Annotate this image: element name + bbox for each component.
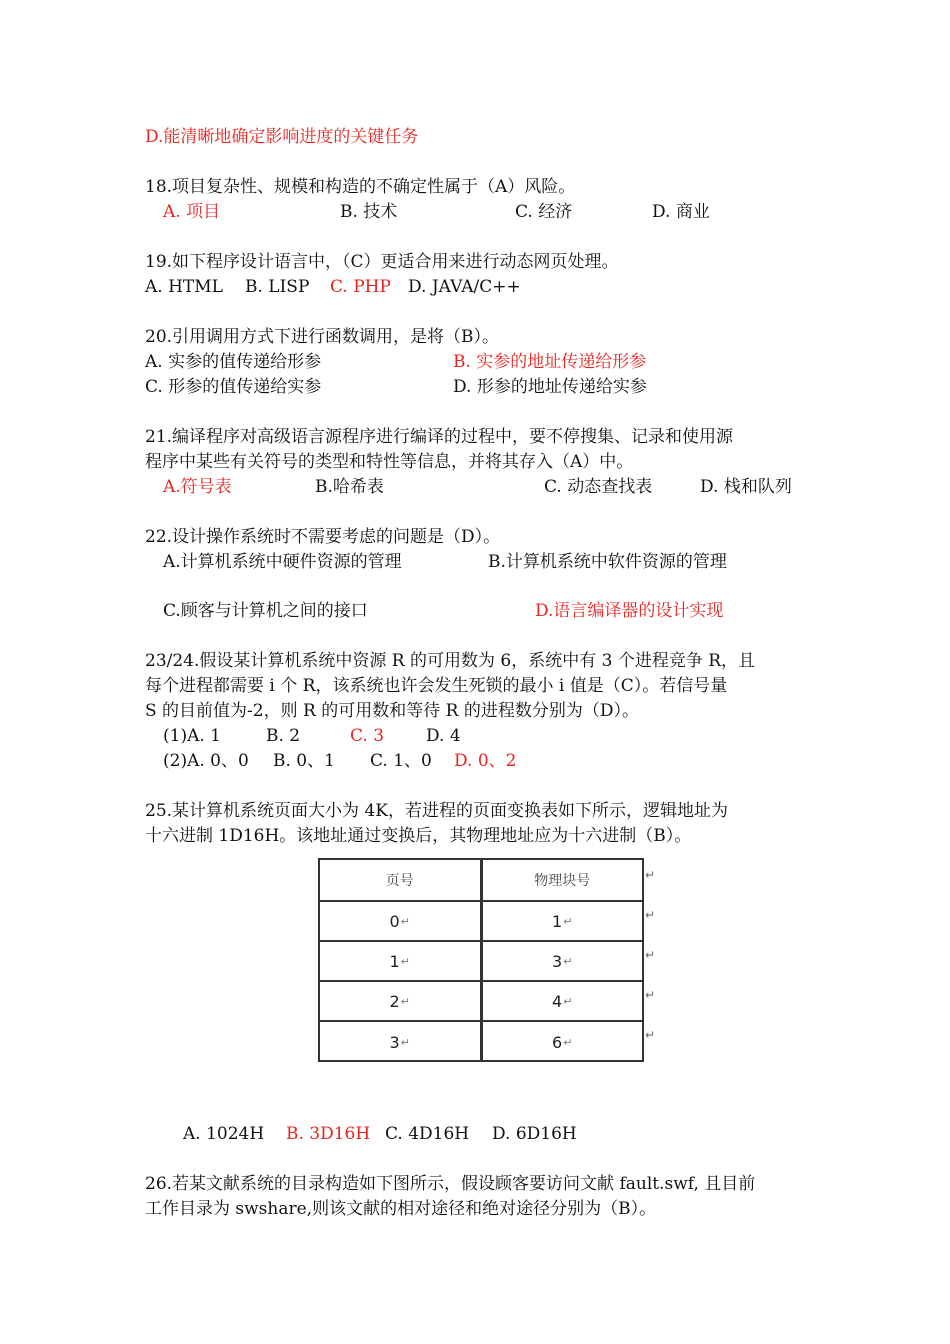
q21-option-d: D. 栈和队列 — [700, 477, 792, 497]
q18-option-a: A. 项目 — [163, 202, 221, 222]
paragraph-mark-icon: ↵ — [563, 1035, 573, 1049]
q25-option-d: D. 6D16H — [492, 1124, 577, 1144]
q19-option-a: A. HTML — [145, 277, 223, 297]
q25-option-c: C. 4D16H — [385, 1124, 470, 1144]
q25-option-b: B. 3D16H — [286, 1124, 371, 1144]
q21-option-c: C. 动态查找表 — [544, 477, 653, 497]
paragraph-mark-icon: ↵ — [400, 1035, 410, 1049]
q18-option-d: D. 商业 — [652, 202, 710, 222]
q21-question-line1: 21.编译程序对高级语言源程序进行编译的过程中，要不停搜集、记录和使用源 — [145, 427, 734, 447]
block-number: 1 — [552, 911, 563, 931]
page-table-image — [318, 858, 644, 1062]
q18-option-c: C. 经济 — [515, 202, 573, 222]
q19-option-c: C. PHP — [330, 277, 391, 297]
q23-part2-option-a: (2)A. 0、0 — [163, 751, 249, 771]
block-number: 3 — [552, 951, 563, 971]
q23-part2-option-d: D. 0、2 — [454, 751, 517, 771]
q23-question-line3: S 的目前值为-2，则 R 的可用数和等待 R 的进程数分别为（D）。 — [145, 701, 639, 721]
q20-option-c: C. 形参的值传递给实参 — [145, 377, 322, 397]
q17-option-d: D.能清晰地确定影响进度的关键任务 — [145, 127, 419, 147]
q21-option-b: B.哈希表 — [315, 477, 384, 497]
q23-part2-option-b: B. 0、1 — [273, 751, 335, 771]
q20-option-b: B. 实参的地址传递给形参 — [453, 352, 647, 372]
q26-question-line2: 工作目录为 swshare,则该文献的相对途径和绝对途径分别为（B）。 — [145, 1199, 657, 1219]
q20-option-a: A. 实参的值传递给形参 — [145, 352, 322, 372]
paragraph-mark-icon: ↵ — [400, 994, 410, 1008]
page-table-header-page: 页号 — [320, 860, 483, 900]
q23-part1-option-a: (1)A. 1 — [163, 726, 221, 746]
q18-option-b: B. 技术 — [340, 202, 398, 222]
row-end-mark-icon: ↵ — [645, 908, 656, 922]
q22-option-a: A.计算机系统中硬件资源的管理 — [163, 552, 402, 572]
block-number: 4 — [552, 991, 563, 1011]
q23-question-line2: 每个进程都需要 i 个 R，该系统也许会发生死锁的最小 i 值是（C）。若信号量 — [145, 676, 728, 696]
paragraph-mark-icon: ↵ — [563, 914, 573, 928]
table-row — [320, 902, 642, 942]
table-row — [320, 982, 642, 1022]
paragraph-mark-icon: ↵ — [400, 954, 410, 968]
page-number: 3 — [389, 1032, 400, 1052]
q25-question-line2: 十六进制 1D16H。该地址通过变换后，其物理地址应为十六进制（B）。 — [145, 826, 692, 846]
q22-option-c: C.顾客与计算机之间的接口 — [163, 601, 368, 621]
row-end-mark-icon: ↵ — [645, 868, 656, 882]
q26-question-line1: 26.若某文献系统的目录构造如下图所示，假设顾客要访问文献 fault.swf, 且目前 — [145, 1174, 756, 1194]
page-number: 0 — [389, 911, 400, 931]
q20-question: 20.引用调用方式下进行函数调用，是将（B）。 — [145, 327, 500, 347]
paragraph-mark-icon: ↵ — [563, 954, 573, 968]
page-number: 2 — [389, 991, 400, 1011]
q23-part2-option-c: C. 1、0 — [370, 751, 432, 771]
row-end-mark-icon: ↵ — [645, 1028, 656, 1042]
q22-question: 22.设计操作系统时不需要考虑的问题是（D）。 — [145, 527, 501, 547]
q21-option-a: A.符号表 — [163, 477, 232, 497]
q23-question-line1: 23/24.假设某计算机系统中资源 R 的可用数为 6，系统中有 3 个进程竞争 R，且 — [145, 651, 756, 671]
q19-option-b: B. LISP — [245, 277, 310, 297]
q21-question-line2: 程序中某些有关符号的类型和特性等信息，并将其存入（A）中。 — [145, 452, 634, 472]
row-end-mark-icon: ↵ — [645, 988, 656, 1002]
q22-option-b: B.计算机系统中软件资源的管理 — [488, 552, 727, 572]
q20-option-d: D. 形参的地址传递给实参 — [453, 377, 647, 397]
q19-question: 19.如下程序设计语言中，（C）更适合用来进行动态网页处理。 — [145, 252, 619, 272]
page-table-header — [320, 860, 642, 902]
q19-option-d: D. JAVA/C++ — [408, 277, 521, 297]
q23-part1-option-b: B. 2 — [266, 726, 301, 746]
paragraph-mark-icon: ↵ — [563, 994, 573, 1008]
q25-question-line1: 25.某计算机系统页面大小为 4K，若进程的页面变换表如下所示，逻辑地址为 — [145, 801, 728, 821]
q22-option-d: D.语言编译器的设计实现 — [535, 601, 724, 621]
table-row — [320, 1022, 642, 1062]
paragraph-mark-icon: ↵ — [400, 914, 410, 928]
table-row — [320, 942, 642, 982]
q23-part1-option-d: D. 4 — [426, 726, 461, 746]
q25-option-a: A. 1024H — [183, 1124, 265, 1144]
q18-question: 18.项目复杂性、规模和构造的不确定性属于（A）风险。 — [145, 177, 576, 197]
page-table-header-block: 物理块号 — [534, 873, 591, 889]
q23-part1-option-c: C. 3 — [350, 726, 385, 746]
block-number: 6 — [552, 1032, 563, 1052]
row-end-mark-icon: ↵ — [645, 948, 656, 962]
page-number: 1 — [389, 951, 400, 971]
